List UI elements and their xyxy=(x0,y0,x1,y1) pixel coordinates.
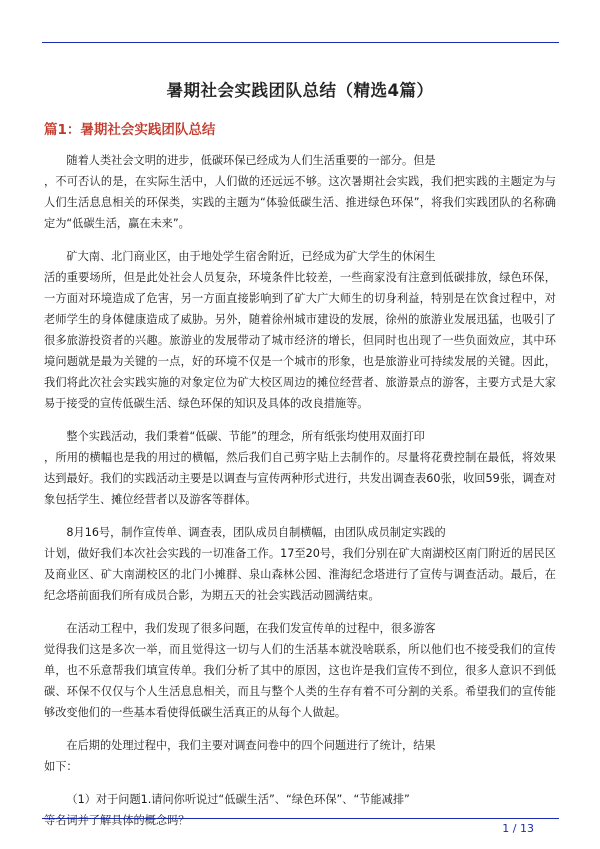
paragraph-first-line: 在活动工程中，我们发现了很多问题，在我们发宣传单的过程中，很多游客 xyxy=(66,622,436,635)
paragraph-3 xyxy=(44,426,556,510)
paragraph-7 xyxy=(44,789,556,831)
paragraph-continuation: ，所用的横幅也是我的用过的横幅，然后我们自己剪字贴上去制作的。尽量将花费控制在最低，将效果达到最好。我们的实践活动主要是以调查与宣传两种形式进行，共发出调查表60张，收回59张，调查对象包括学生、摊位经营者以及游客等群体。 xyxy=(44,451,556,506)
footer-rule xyxy=(42,818,559,819)
page-number: 1 / 13 xyxy=(502,822,534,835)
paragraph-continuation: 活的重要场所，但是此处社会人员复杂，环境条件比较差，一些商家没有注意到低碳排放，绿色环保，一方面对环境造成了危害，另一方面直接影响到了矿大广大师生的切身利益，特别是在饮食过程中，对老师学生的身体健康造成了威胁。另外，随着徐州城市建设的发展，徐州的旅游业发展迅猛，也吸引了很多旅游投资者的兴趣。旅游业的发展带动了城市经济的增长，但同时也出现了一些负面效应，其中环境问题就是最为关键的一点，好的环境不仅是一个城市的形象，也是旅游业可持续发展的关键。因此，我们将此次社会实践实施的对象定位为矿大校区周边的摊位经营者、旅游景点的游客，主要方式是大家易于接受的宣传低碳生活、绿色环保的知识及具体的改良措施等。 xyxy=(44,271,556,410)
paragraph-continuation: 觉得我们这是多次一举，而且觉得这一切与人们的生活基本就没啥联系，所以他们也不接受我们的宣传单，也不乐意帮我们填宣传单。我们分析了其中的原因，这也许是我们宣传不到位，很多人意识不到低碳、环保不仅仅与个人生活息息相关，而且与整个人类的生存有着不可分割的关系。希望我们的宣传能够改变他们的一些基本看使得低碳生活真正的从每个人做起。 xyxy=(44,643,556,719)
paragraph-continuation: 计划，做好我们本次社会实践的一切准备工作。17至20号，我们分别在矿大南湖校区南门附近的居民区及商业区、矿大南湖校区的北门小摊群、泉山森林公园、淮海纪念塔进行了宣传与调查活动。最后，在纪念塔前面我们所有成员合影，为期五天的社会实践活动圆满结束。 xyxy=(44,547,556,602)
paragraph-5 xyxy=(44,618,556,723)
paragraph-6 xyxy=(44,735,556,777)
paragraph-first-line: 随着人类社会文明的进步，低碳环保已经成为人们生活重要的一部分。但是 xyxy=(66,154,436,167)
header-rule xyxy=(42,42,559,43)
paragraph-first-line: 整个实践活动，我们秉着“低碳、节能”的理念，所有纸张均使用双面打印 xyxy=(66,430,425,443)
paragraph-first-line: （1）对于问题1.请问你听说过“低碳生活”、“绿色环保”、“节能减排” xyxy=(66,793,410,806)
paragraph-4 xyxy=(44,522,556,606)
document-title: 暑期社会实践团队总结（精选4篇） xyxy=(166,81,434,100)
paragraph-first-line: 8月16号，制作宣传单、调查表，团队成员自制横幅，由团队成员制定实践的 xyxy=(66,526,446,539)
paragraph-first-line: 矿大南、北门商业区，由于地处学生宿舍附近，已经成为矿大学生的休闲生 xyxy=(66,250,436,263)
paragraph-continuation: ，不可否认的是，在实际生活中，人们做的还远远不够。这次暑期社会实践，我们把实践的主题定为与人们生活息息相关的环保类，实践的主题为“体验低碳生活、推进绿色环保”，将我们实践团队的名称确定为“低碳生活，赢在未来”。 xyxy=(44,175,556,230)
paragraph-continuation: 如下： xyxy=(44,760,78,773)
paragraph-1 xyxy=(44,150,556,234)
paragraph-continuation: 等名词并了解具体的概念吗？ xyxy=(44,814,190,827)
paragraph-first-line: 在后期的处理过程中，我们主要对调查问卷中的四个问题进行了统计，结果 xyxy=(66,739,436,752)
paragraph-2 xyxy=(44,246,556,414)
section-heading: 篇1：暑期社会实践团队总结 xyxy=(44,122,216,138)
document-body xyxy=(44,150,556,843)
